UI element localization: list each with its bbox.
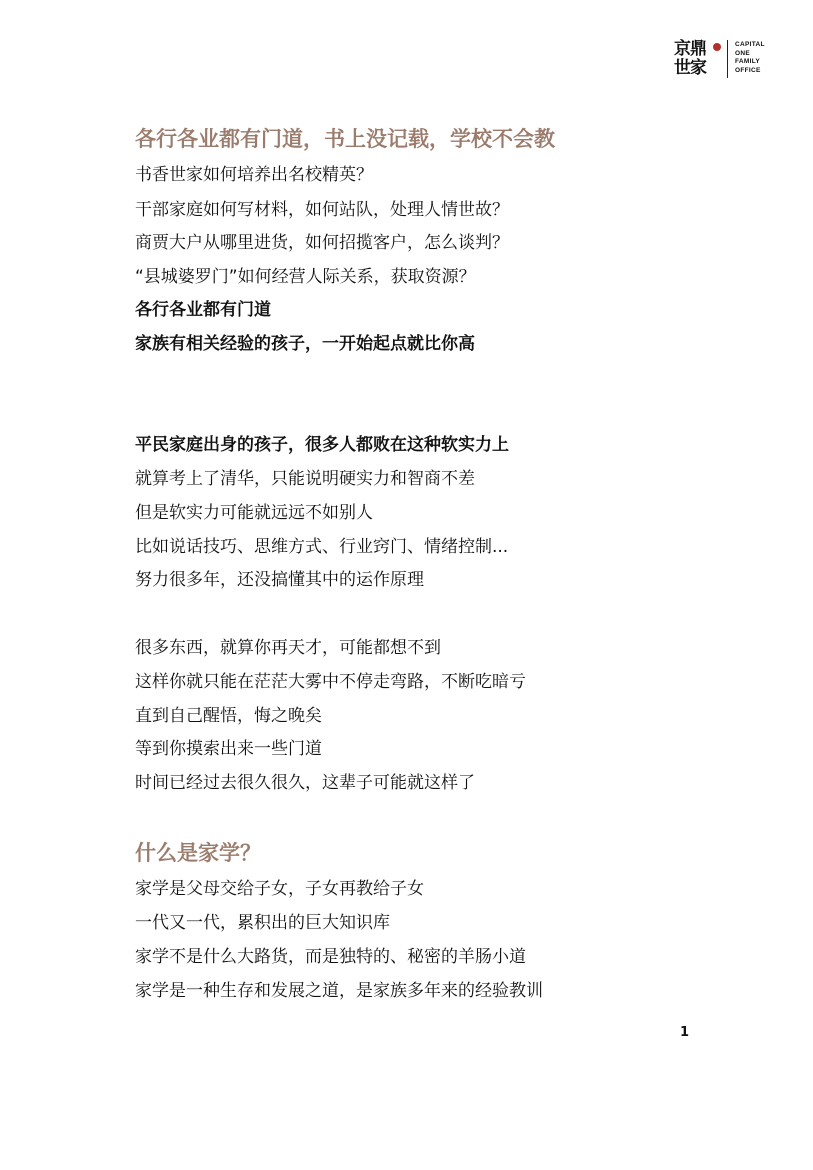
body-line-bold: 家族有相关经验的孩子，一开始起点就比你高 — [135, 334, 475, 354]
logo-cn-line-2: 世家 — [674, 58, 706, 78]
body-line: 家学不是什么大路货，而是独特的、秘密的羊肠小道 — [135, 947, 526, 967]
body-line: 书香世家如何培养出名校精英？ — [135, 165, 373, 185]
logo-en-line-1: CAPITAL — [735, 41, 765, 48]
seal-icon — [713, 43, 721, 51]
body-line: 但是软实力可能就远远不如别人 — [135, 503, 373, 523]
body-line: 家学是父母交给子女，子女再教给子女 — [135, 879, 424, 899]
body-line: 努力很多年，还没搞懂其中的运作原理 — [135, 570, 424, 590]
section-heading: 什么是家学？ — [135, 841, 261, 865]
page-number: 1 — [680, 1025, 690, 1040]
section-heading: 各行各业都有门道，书上没记载，学校不会教 — [135, 127, 555, 151]
body-line-bold: 各行各业都有门道 — [135, 300, 271, 320]
logo-chinese-name — [674, 40, 714, 78]
body-line: 比如说话技巧、思维方式、行业窍门、情绪控制... — [135, 537, 509, 557]
logo-en-line-4: OFFICE — [735, 66, 761, 74]
logo-en-line-3: FAMILY — [735, 58, 761, 65]
body-line: 商贾大户从哪里进货，如何招揽客户，怎么谈判？ — [135, 233, 509, 253]
body-line: 干部家庭如何写材料，如何站队，处理人情世故？ — [135, 200, 509, 220]
body-line: 家学是一种生存和发展之道，是家族多年来的经验教训 — [135, 981, 543, 1001]
logo-english-name — [735, 41, 765, 75]
logo-en-line-2: ONE — [735, 49, 750, 57]
body-line: 时间已经过去很久很久，这辈子可能就这样了 — [135, 773, 475, 793]
logo-divider — [727, 40, 728, 78]
body-line: 一代又一代，累积出的巨大知识库 — [135, 913, 390, 933]
body-line: 就算考上了清华，只能说明硬实力和智商不差 — [135, 469, 475, 489]
body-line: 这样你就只能在茫茫大雾中不停走弯路，不断吃暗亏 — [135, 672, 526, 692]
body-line: 等到你摸索出来一些门道 — [135, 739, 322, 759]
body-line: “县城婆罗门”如何经营人际关系，获取资源？ — [135, 267, 476, 287]
body-line: 直到自己醒悟，悔之晚矣 — [135, 706, 322, 726]
logo-cn-line-1: 京鼎 — [674, 39, 706, 59]
brand-logo — [674, 40, 784, 82]
body-line-bold: 平民家庭出身的孩子，很多人都败在这种软实力上 — [135, 435, 509, 455]
body-line: 很多东西，就算你再天才，可能都想不到 — [135, 638, 441, 658]
